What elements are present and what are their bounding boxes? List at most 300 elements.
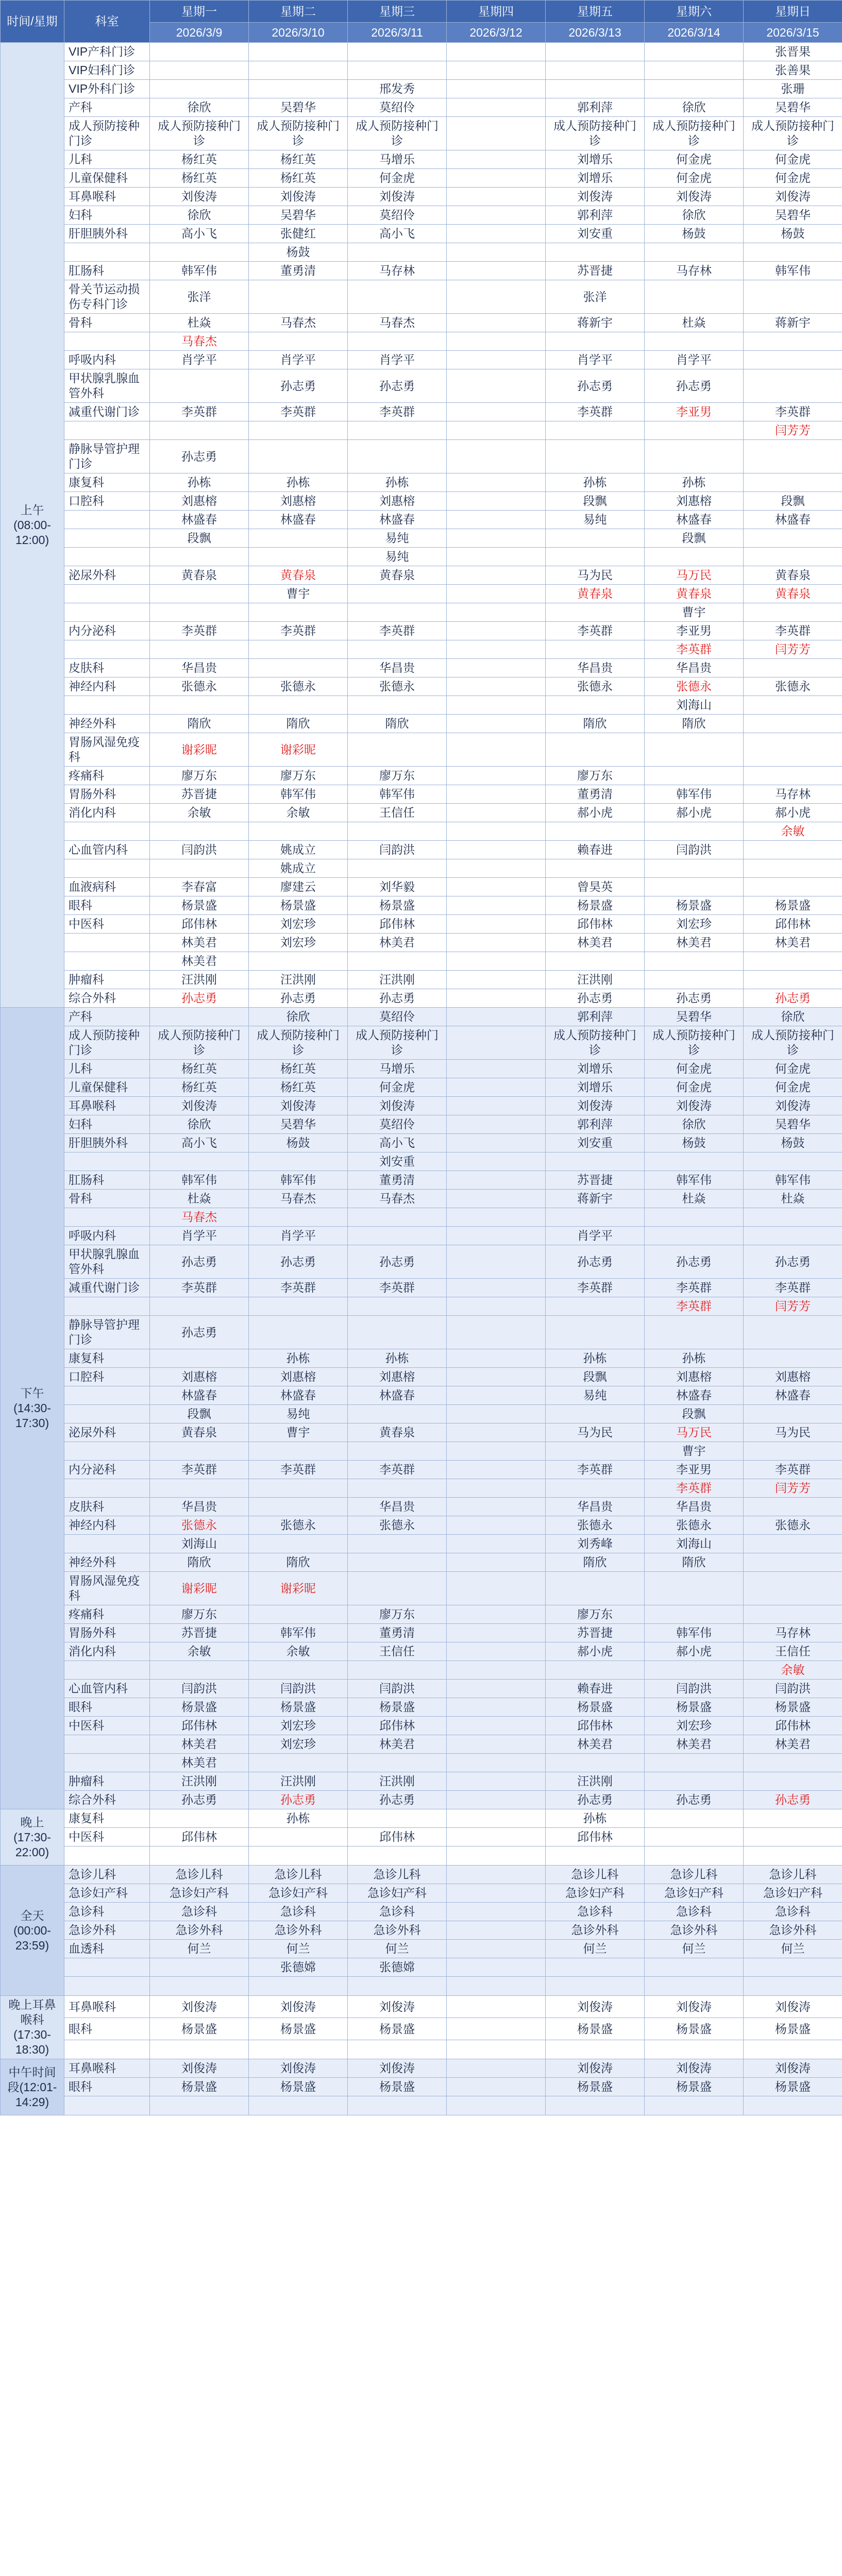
schedule-row	[1, 1227, 842, 1245]
schedule-row	[1, 117, 842, 150]
doctor-cell: 孙志勇	[546, 989, 645, 1008]
doctor-cell	[249, 2096, 348, 2115]
schedule-row	[1, 1754, 842, 1772]
doctor-cell: 黄春泉	[348, 1423, 447, 1442]
doctor-cell	[645, 1977, 744, 1996]
doctor-cell: 马增乐	[348, 150, 447, 169]
doctor-cell	[150, 822, 249, 841]
doctor-cell: 张洋	[546, 280, 645, 314]
doctor-cell	[447, 1903, 546, 1921]
doctor-cell	[447, 859, 546, 878]
doctor-cell	[150, 2040, 249, 2059]
doctor-cell: 孙栋	[348, 473, 447, 492]
doctor-cell: 孙志勇	[150, 440, 249, 473]
doctor-cell: 韩军伟	[645, 1171, 744, 1190]
doctor-cell: 刘俊涛	[348, 1097, 447, 1115]
doctor-cell	[546, 640, 645, 659]
schedule-row	[1, 934, 842, 952]
doctor-cell	[348, 1479, 447, 1498]
doctor-cell: 马春杰	[150, 332, 249, 351]
doctor-cell: 孙志勇	[249, 369, 348, 403]
doctor-cell: 华昌贵	[645, 659, 744, 677]
schedule-row	[1, 1535, 842, 1553]
doctor-cell: 孙栋	[150, 473, 249, 492]
department-name	[64, 859, 150, 878]
schedule-section	[1, 1809, 842, 1866]
doctor-cell	[447, 1368, 546, 1386]
doctor-cell: 成人预防接种门诊	[645, 1026, 744, 1060]
doctor-cell: 马为民	[546, 1423, 645, 1442]
doctor-cell: 孙志勇	[150, 1245, 249, 1279]
doctor-cell	[546, 952, 645, 971]
doctor-cell	[447, 280, 546, 314]
doctor-cell	[546, 603, 645, 622]
doctor-cell	[447, 369, 546, 403]
doctor-cell: 何金虎	[645, 1078, 744, 1097]
schedule-row	[1, 1134, 842, 1153]
doctor-cell: 张德永	[645, 677, 744, 696]
doctor-cell	[744, 1349, 842, 1368]
doctor-cell: 何金虎	[645, 1060, 744, 1078]
doctor-cell: 李英群	[645, 1479, 744, 1498]
doctor-cell: 刘俊涛	[150, 1097, 249, 1115]
department-name	[64, 421, 150, 440]
doctor-cell: 杨景盛	[150, 1698, 249, 1717]
department-name: 减重代谢门诊	[64, 403, 150, 421]
schedule-row	[1, 280, 842, 314]
doctor-cell	[447, 262, 546, 280]
department-name: 神经内科	[64, 677, 150, 696]
doctor-cell: 刘俊涛	[348, 2059, 447, 2078]
doctor-cell: 闫韵洪	[645, 1680, 744, 1698]
doctor-cell: 张德永	[546, 677, 645, 696]
doctor-cell: 李英群	[645, 1297, 744, 1316]
department-name	[64, 1958, 150, 1977]
schedule-row	[1, 98, 842, 117]
schedule-row	[1, 243, 842, 262]
doctor-cell	[447, 1754, 546, 1772]
doctor-cell	[447, 225, 546, 243]
doctor-cell	[546, 696, 645, 715]
doctor-cell: 成人预防接种门诊	[645, 117, 744, 150]
doctor-cell: 隋欣	[546, 1553, 645, 1572]
department-name: 泌尿外科	[64, 566, 150, 585]
schedule-row	[1, 1958, 842, 1977]
doctor-cell	[150, 696, 249, 715]
doctor-cell: 孙栋	[546, 1809, 645, 1828]
schedule-row	[1, 314, 842, 332]
schedule-row	[1, 421, 842, 440]
doctor-cell: 谢彩昵	[249, 1572, 348, 1605]
doctor-cell: 闫芳芳	[744, 1297, 842, 1316]
doctor-cell: 闫韵洪	[645, 841, 744, 859]
time-slot-label: 晚上(17:30-22:00)	[1, 1809, 64, 1866]
doctor-cell: 黄春泉	[645, 585, 744, 603]
doctor-cell: 马万民	[645, 1423, 744, 1442]
doctor-cell: 急诊妇产科	[546, 1884, 645, 1903]
doctor-cell: 刘俊涛	[645, 188, 744, 206]
schedule-row	[1, 1097, 842, 1115]
doctor-cell	[744, 1958, 842, 1977]
doctor-cell: 韩军伟	[249, 1171, 348, 1190]
doctor-cell: 李英群	[249, 1461, 348, 1479]
doctor-cell: 刘俊涛	[546, 1097, 645, 1115]
department-name: 急诊妇产科	[64, 1884, 150, 1903]
doctor-cell	[249, 1442, 348, 1461]
doctor-cell: 董勇清	[348, 1171, 447, 1190]
doctor-cell	[645, 61, 744, 80]
doctor-cell	[645, 1809, 744, 1828]
doctor-cell	[447, 206, 546, 225]
doctor-cell: 杨红英	[150, 1078, 249, 1097]
doctor-cell: 肖学平	[150, 1227, 249, 1245]
doctor-cell: 张珊	[744, 80, 842, 98]
doctor-cell	[744, 332, 842, 351]
schedule-section	[1, 1008, 842, 1809]
doctor-cell: 李英群	[744, 1461, 842, 1479]
doctor-cell	[546, 43, 645, 61]
doctor-cell: 杨景盛	[348, 896, 447, 915]
department-name: VIP妇科门诊	[64, 61, 150, 80]
doctor-cell: 韩军伟	[249, 785, 348, 804]
doctor-cell: 刘惠榕	[645, 1368, 744, 1386]
doctor-cell: 成人预防接种门诊	[150, 1026, 249, 1060]
doctor-cell	[744, 1809, 842, 1828]
doctor-cell: 刘俊涛	[546, 188, 645, 206]
doctor-cell	[645, 1572, 744, 1605]
department-name: 心血管内科	[64, 841, 150, 859]
department-name: 胃肠外科	[64, 1624, 150, 1642]
doctor-cell	[447, 1661, 546, 1680]
doctor-cell: 姚成立	[249, 841, 348, 859]
doctor-cell	[447, 1866, 546, 1884]
schedule-row	[1, 2018, 842, 2040]
doctor-cell: 何金虎	[645, 169, 744, 188]
doctor-cell	[744, 1772, 842, 1791]
department-name: 康复科	[64, 473, 150, 492]
doctor-cell: 刘俊涛	[249, 2059, 348, 2078]
doctor-cell: 苏晋捷	[150, 1624, 249, 1642]
doctor-cell: 吴碧华	[645, 1008, 744, 1026]
doctor-cell: 杨景盛	[645, 2078, 744, 2096]
schedule-row	[1, 715, 842, 733]
doctor-cell	[348, 2096, 447, 2115]
department-name: 血透科	[64, 1940, 150, 1958]
doctor-cell: 汪洪刚	[546, 1772, 645, 1791]
doctor-cell: 刘俊涛	[645, 2059, 744, 2078]
doctor-cell	[546, 1977, 645, 1996]
doctor-cell: 杨景盛	[249, 2078, 348, 2096]
doctor-cell: 林美君	[645, 934, 744, 952]
doctor-cell: 张健红	[249, 225, 348, 243]
doctor-cell: 杨景盛	[348, 2018, 447, 2040]
doctor-cell	[447, 1921, 546, 1940]
doctor-cell: 肖学平	[249, 351, 348, 369]
doctor-cell	[447, 80, 546, 98]
doctor-cell: 急诊妇产科	[348, 1884, 447, 1903]
doctor-cell: 赖春进	[546, 1680, 645, 1698]
doctor-cell: 何兰	[546, 1940, 645, 1958]
department-name: 静脉导管护理门诊	[64, 1316, 150, 1349]
doctor-cell: 孙志勇	[744, 1245, 842, 1279]
doctor-cell	[744, 715, 842, 733]
doctor-cell: 徐欣	[645, 206, 744, 225]
doctor-cell: 急诊科	[645, 1903, 744, 1921]
schedule-row	[1, 1279, 842, 1297]
schedule-row	[1, 1405, 842, 1423]
schedule-row	[1, 262, 842, 280]
doctor-cell: 韩军伟	[150, 262, 249, 280]
department-name: 肿瘤科	[64, 971, 150, 989]
department-name	[64, 585, 150, 603]
schedule-row	[1, 733, 842, 767]
schedule-row	[1, 785, 842, 804]
department-name	[64, 1153, 150, 1171]
department-name: 肝胆胰外科	[64, 225, 150, 243]
doctor-cell	[348, 1316, 447, 1349]
schedule-row	[1, 1772, 842, 1791]
doctor-cell	[447, 1940, 546, 1958]
doctor-cell: 孙志勇	[249, 1245, 348, 1279]
doctor-cell: 杨景盛	[249, 2018, 348, 2040]
doctor-cell: 李英群	[546, 1461, 645, 1479]
day-header-thu: 星期四	[447, 1, 546, 23]
department-name: 疼痛科	[64, 1605, 150, 1624]
doctor-cell	[249, 332, 348, 351]
schedule-row	[1, 61, 842, 80]
doctor-cell: 黄春泉	[150, 566, 249, 585]
department-name	[64, 696, 150, 715]
doctor-cell	[645, 548, 744, 566]
doctor-cell: 杨景盛	[645, 896, 744, 915]
doctor-cell: 曹宇	[645, 1442, 744, 1461]
doctor-cell	[249, 1846, 348, 1866]
department-name: 皮肤科	[64, 659, 150, 677]
doctor-cell	[744, 280, 842, 314]
schedule-section	[1, 2059, 842, 2115]
department-name: 神经内科	[64, 1516, 150, 1535]
schedule-header	[1, 1, 842, 43]
department-name	[64, 1754, 150, 1772]
schedule-row	[1, 1349, 842, 1368]
department-name: 综合外科	[64, 989, 150, 1008]
doctor-cell: 高小飞	[150, 1134, 249, 1153]
doctor-cell: 刘俊涛	[744, 2059, 842, 2078]
doctor-cell	[447, 585, 546, 603]
department-name: 骨关节运动损伤专科门诊	[64, 280, 150, 314]
doctor-cell	[447, 403, 546, 421]
doctor-cell: 孙志勇	[645, 1245, 744, 1279]
doctor-cell: 华昌贵	[645, 1498, 744, 1516]
department-name: 产科	[64, 98, 150, 117]
doctor-cell: 杨鼓	[249, 243, 348, 262]
doctor-cell	[744, 2040, 842, 2059]
doctor-cell	[447, 1680, 546, 1698]
doctor-cell: 急诊外科	[546, 1921, 645, 1940]
date-header-sat: 2026/3/14	[645, 23, 744, 43]
doctor-cell	[150, 1442, 249, 1461]
doctor-cell: 孙栋	[249, 1809, 348, 1828]
doctor-cell: 急诊妇产科	[645, 1884, 744, 1903]
doctor-cell	[447, 1846, 546, 1866]
doctor-cell: 林美君	[744, 934, 842, 952]
doctor-cell: 隋欣	[150, 1553, 249, 1572]
department-name: 耳鼻喉科	[64, 188, 150, 206]
doctor-cell: 华昌贵	[546, 1498, 645, 1516]
doctor-cell	[645, 859, 744, 878]
doctor-cell	[447, 566, 546, 585]
doctor-cell	[447, 952, 546, 971]
schedule-row	[1, 2059, 842, 2078]
department-name: 呼吸内科	[64, 1227, 150, 1245]
doctor-cell	[249, 421, 348, 440]
department-name: 眼科	[64, 1698, 150, 1717]
department-column-header: 科室	[64, 1, 150, 43]
doctor-cell: 莫绍伶	[348, 98, 447, 117]
doctor-cell: 孙栋	[645, 473, 744, 492]
schedule-row	[1, 1368, 842, 1386]
doctor-cell: 刘宏珍	[249, 1735, 348, 1754]
department-name: 康复科	[64, 1809, 150, 1828]
department-name: 消化内科	[64, 1642, 150, 1661]
doctor-cell: 汪洪刚	[150, 1772, 249, 1791]
doctor-cell: 孙志勇	[645, 989, 744, 1008]
doctor-cell: 吴碧华	[249, 98, 348, 117]
schedule-row	[1, 566, 842, 585]
doctor-cell: 肖学平	[348, 351, 447, 369]
doctor-cell	[645, 878, 744, 896]
doctor-cell	[447, 934, 546, 952]
doctor-cell: 隋欣	[249, 1553, 348, 1572]
schedule-row	[1, 1791, 842, 1809]
doctor-cell: 黄春泉	[744, 566, 842, 585]
doctor-cell: 孙志勇	[645, 369, 744, 403]
doctor-cell	[447, 2040, 546, 2059]
department-name	[64, 1405, 150, 1423]
doctor-cell	[645, 1661, 744, 1680]
doctor-cell	[546, 243, 645, 262]
doctor-cell: 刘宏珍	[645, 915, 744, 934]
doctor-cell: 杜焱	[645, 314, 744, 332]
doctor-cell: 韩军伟	[645, 785, 744, 804]
doctor-cell: 李亚男	[645, 622, 744, 640]
doctor-cell: 李英群	[348, 622, 447, 640]
doctor-cell: 急诊妇产科	[150, 1884, 249, 1903]
doctor-cell: 孙栋	[546, 1349, 645, 1368]
doctor-cell	[150, 1297, 249, 1316]
department-name: 内分泌科	[64, 622, 150, 640]
doctor-cell: 韩军伟	[744, 1171, 842, 1190]
doctor-cell	[744, 440, 842, 473]
department-name	[64, 603, 150, 622]
doctor-cell: 廖建云	[249, 878, 348, 896]
doctor-cell	[447, 971, 546, 989]
doctor-cell	[348, 603, 447, 622]
schedule-row	[1, 1735, 842, 1754]
doctor-cell	[150, 1977, 249, 1996]
department-name: 儿童保健科	[64, 169, 150, 188]
doctor-cell	[744, 696, 842, 715]
doctor-cell	[447, 1097, 546, 1115]
doctor-cell: 韩军伟	[645, 1624, 744, 1642]
doctor-cell	[249, 529, 348, 548]
doctor-cell	[348, 243, 447, 262]
doctor-cell: 刘增乐	[546, 169, 645, 188]
doctor-cell: 林美君	[150, 1754, 249, 1772]
doctor-cell: 曾昊英	[546, 878, 645, 896]
doctor-cell: 吴碧华	[249, 206, 348, 225]
department-name: 成人预防接种门诊	[64, 117, 150, 150]
doctor-cell: 余敏	[744, 1661, 842, 1680]
doctor-cell: 徐欣	[744, 1008, 842, 1026]
doctor-cell: 高小飞	[150, 225, 249, 243]
doctor-cell: 急诊儿科	[249, 1866, 348, 1884]
department-name	[64, 2040, 150, 2059]
doctor-cell	[447, 2096, 546, 2115]
doctor-cell	[447, 169, 546, 188]
doctor-cell: 廖万东	[348, 1605, 447, 1624]
department-name: 胃肠外科	[64, 785, 150, 804]
doctor-cell	[447, 61, 546, 80]
time-slot-label: 上午(08:00-12:00)	[1, 43, 64, 1008]
doctor-cell	[249, 61, 348, 80]
doctor-cell	[348, 421, 447, 440]
doctor-cell: 华昌贵	[150, 1498, 249, 1516]
doctor-cell: 张德永	[744, 1516, 842, 1535]
doctor-cell	[348, 280, 447, 314]
doctor-cell: 邱伟林	[150, 1828, 249, 1846]
doctor-cell: 邱伟林	[348, 915, 447, 934]
department-name	[64, 1297, 150, 1316]
department-name: 心血管内科	[64, 1680, 150, 1698]
day-header-tue: 星期二	[249, 1, 348, 23]
doctor-cell: 马万民	[645, 566, 744, 585]
doctor-cell: 段飘	[150, 1405, 249, 1423]
department-name: 康复科	[64, 1349, 150, 1368]
doctor-cell: 董勇清	[546, 785, 645, 804]
doctor-cell: 马存林	[744, 785, 842, 804]
department-name: 综合外科	[64, 1791, 150, 1809]
doctor-cell: 杜焱	[645, 1190, 744, 1208]
doctor-cell: 杨景盛	[744, 2078, 842, 2096]
schedule-row	[1, 822, 842, 841]
doctor-cell: 孙志勇	[546, 1791, 645, 1809]
schedule-row	[1, 440, 842, 473]
doctor-cell: 隋欣	[546, 715, 645, 733]
doctor-cell	[744, 1316, 842, 1349]
doctor-cell: 邱伟林	[744, 915, 842, 934]
doctor-cell: 何金虎	[744, 169, 842, 188]
doctor-cell: 杨景盛	[150, 2078, 249, 2096]
doctor-cell: 成人预防接种门诊	[546, 1026, 645, 1060]
doctor-cell: 孙志勇	[150, 989, 249, 1008]
doctor-cell	[447, 1977, 546, 1996]
doctor-cell	[447, 915, 546, 934]
schedule-section	[1, 1996, 842, 2059]
department-name	[64, 529, 150, 548]
doctor-cell: 韩军伟	[249, 1624, 348, 1642]
department-name: 肝胆胰外科	[64, 1134, 150, 1153]
doctor-cell: 马存林	[645, 262, 744, 280]
doctor-cell: 刘增乐	[546, 1078, 645, 1097]
doctor-cell	[744, 1442, 842, 1461]
doctor-cell: 急诊科	[150, 1903, 249, 1921]
doctor-cell	[447, 1245, 546, 1279]
doctor-cell: 汪洪刚	[249, 1772, 348, 1791]
schedule-row	[1, 492, 842, 511]
doctor-cell	[348, 1297, 447, 1316]
doctor-cell	[447, 351, 546, 369]
